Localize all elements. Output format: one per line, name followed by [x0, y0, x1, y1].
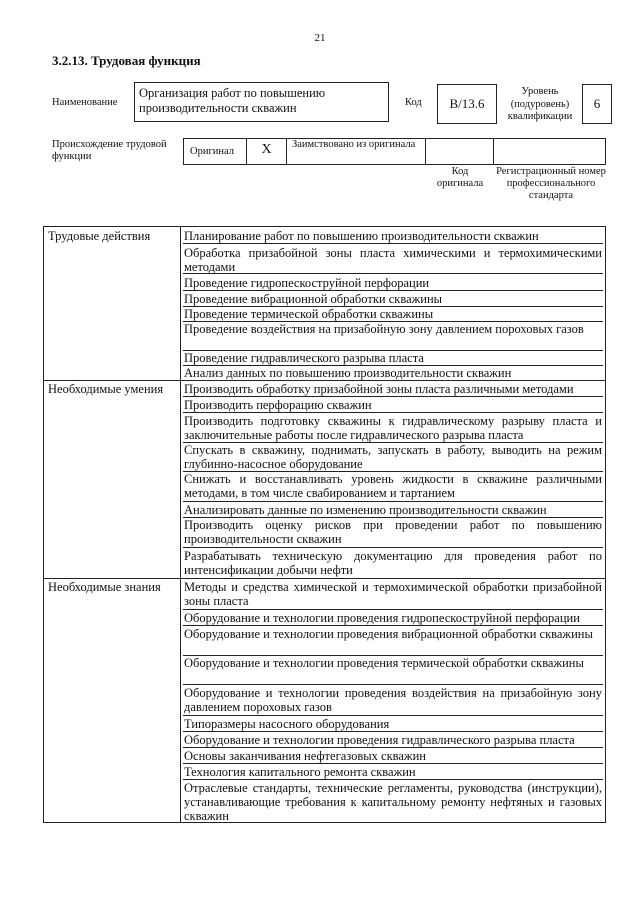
list-item: Проведение гидропескоструйной перфорации — [183, 276, 603, 291]
list-item: Производить перфорацию скважин — [183, 398, 603, 413]
level-field: 6 — [582, 84, 612, 124]
list-item: Снижать и восстанавливать уровень жидкости в скважине различными методами, в том числе свабированием и тартанием — [184, 472, 602, 500]
section-title-skills: Необходимые умения — [48, 382, 164, 396]
section-title-actions: Трудовые действия — [48, 229, 151, 243]
origin-divider — [493, 138, 494, 165]
function-code-field: В/13.6 — [437, 84, 497, 124]
list-item: Анализ данных по повышению производительности скважин — [184, 366, 512, 380]
list-item: Оборудование и технологии проведения гидропескоструйной перфорации — [183, 611, 603, 626]
origin-label: Происхождение трудовой функции — [52, 139, 167, 162]
list-item: Проведение вибрационной обработки скважины — [183, 292, 603, 307]
list-item: Основы заканчивания нефтегазовых скважин — [183, 749, 603, 764]
list-item: Спускать в скважину, поднимать, запускать в работу, выводить на режим глубинно-насосное оборудование — [184, 443, 602, 471]
table-column-divider — [180, 226, 181, 823]
origin-divider — [425, 138, 426, 165]
list-item: Проведение гидравлического разрыва пласта — [183, 351, 603, 366]
list-item: Анализировать данные по изменению производительности скважин — [183, 503, 603, 518]
list-item: Отраслевые стандарты, технические регламенты, руководства (инструкции), устанавливающие требования к капитальному ремонту нефтяных и газовых скважин — [184, 781, 602, 823]
list-item: Проведение воздействия на призабойную зону давлением пороховых газов — [183, 322, 603, 351]
list-item: Типоразмеры насосного оборудования — [183, 717, 603, 732]
list-item: Планирование работ по повышению производительности скважин — [183, 229, 603, 244]
function-name-field: Организация работ по повышению производительности скважин — [134, 82, 389, 122]
page-number: 21 — [314, 32, 326, 44]
section-title-knowledge: Необходимые знания — [48, 580, 161, 594]
section-separator — [43, 380, 606, 381]
list-item: Оборудование и технологии проведения термической обработки скважины — [183, 656, 603, 685]
original-mark: X — [261, 142, 272, 157]
list-item: Обработка призабойной зоны пласта химическими и термохимическими методами — [184, 246, 602, 274]
list-item: Производить подготовку скважины к гидравлическому разрыву пласта и заключительные работы после гидравлического разрыва пласта — [184, 414, 602, 442]
section-separator — [43, 578, 606, 579]
list-item: Технология капитального ремонта скважин — [183, 765, 603, 780]
name-label: Наименование — [52, 97, 118, 108]
level-label: Уровень (подуровень) квалификации — [507, 86, 573, 122]
origin-divider — [286, 138, 287, 165]
reg-number-caption: Регистрационный номер профессионального стандарта — [496, 166, 606, 201]
list-item: Методы и средства химической и термохимической обработки призабойной зоны пласта — [184, 580, 602, 608]
code-original-caption: Код оригинала — [436, 166, 484, 189]
list-item: Производить оценку рисков при проведении работ по повышению производительности скважин — [184, 518, 602, 546]
section-heading: 3.2.13. Трудовая функция — [52, 53, 201, 68]
original-label: Оригинал — [190, 146, 234, 157]
code-label: Код — [405, 97, 422, 108]
list-item: Оборудование и технологии проведения воздействия на призабойную зону давлением пороховых газов — [184, 686, 602, 714]
list-item: Проведение термической обработки скважины — [183, 307, 603, 322]
list-item: Разрабатывать техническую документацию для проведения работ по интенсификации добычи нефти — [184, 549, 602, 577]
list-item: Оборудование и технологии проведения вибрационной обработки скважины — [183, 627, 603, 656]
borrowed-label: Заимствовано из оригинала — [292, 139, 416, 150]
list-item: Оборудование и технологии проведения гидравлического разрыва пласта — [183, 733, 603, 748]
list-item: Производить обработку призабойной зоны пласта различными методами — [183, 382, 603, 397]
